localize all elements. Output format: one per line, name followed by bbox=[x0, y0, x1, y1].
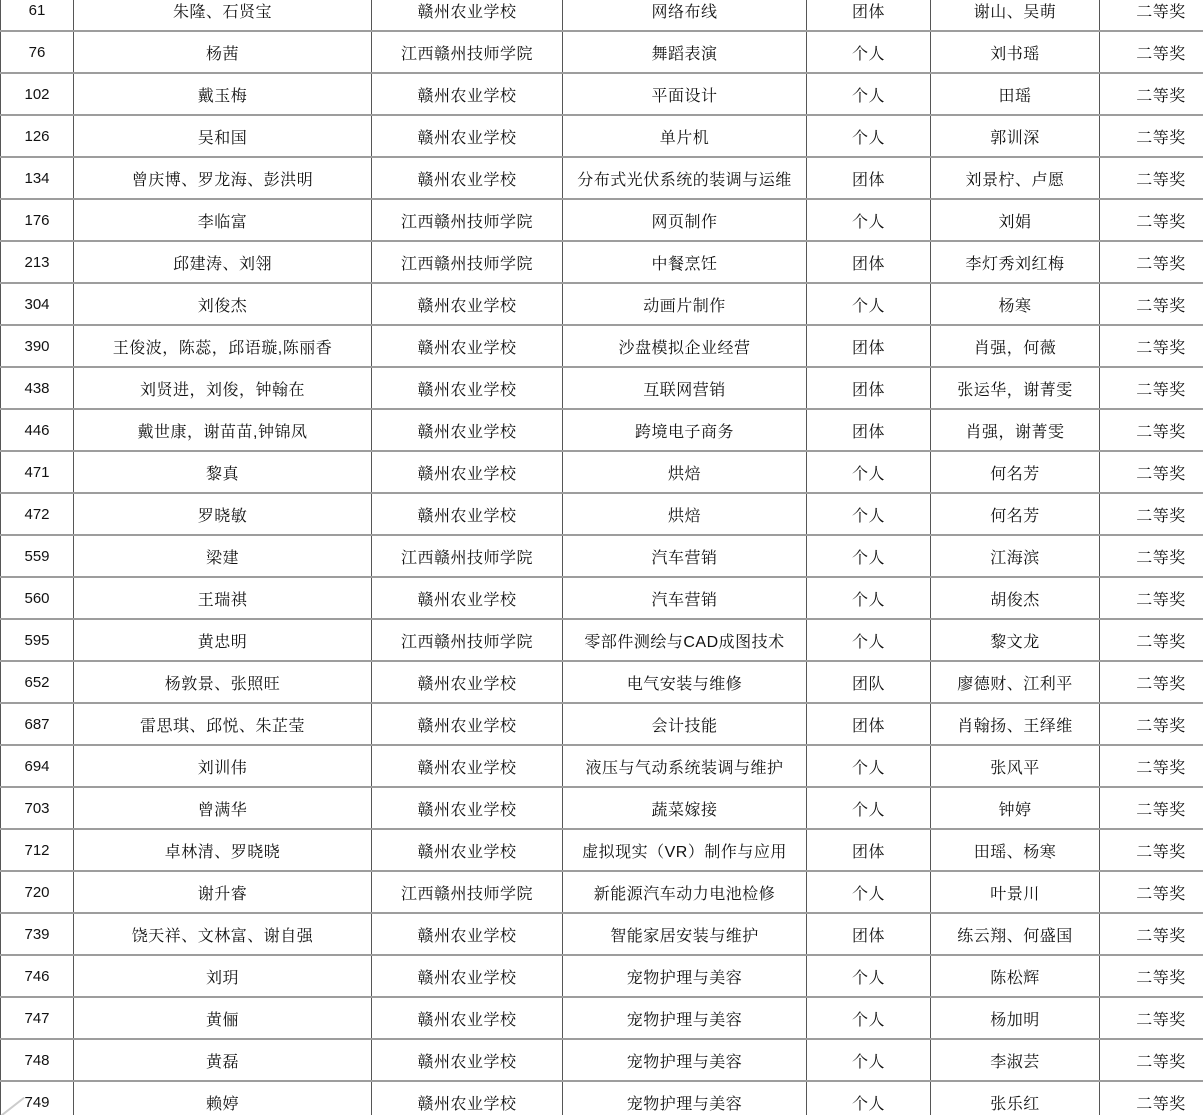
table-row bbox=[0, 620, 1203, 662]
cell-instructors: 谢山、吴萌 bbox=[931, 0, 1100, 30]
cell-contestants: 黎真 bbox=[74, 452, 372, 492]
cell-number: 560 bbox=[0, 578, 74, 618]
cell-school: 赣州农业学校 bbox=[372, 158, 563, 198]
cell-award: 二等奖 bbox=[1136, 759, 1186, 777]
cell-number: 471 bbox=[0, 452, 74, 492]
cell-contestants: 刘贤进，刘俊，钟翰在 bbox=[74, 368, 372, 408]
cell-number: 687 bbox=[0, 704, 74, 744]
cell-contestants: 杨茜 bbox=[74, 32, 372, 72]
cell-school: 江西赣州技师学院 bbox=[372, 872, 563, 912]
cell-award: 二等奖 bbox=[1136, 1053, 1186, 1071]
cell-number: 102 bbox=[0, 74, 74, 114]
cell-event: 会计技能 bbox=[563, 704, 807, 744]
table-row bbox=[0, 914, 1203, 956]
cell-contestants: 刘俊杰 bbox=[74, 284, 372, 324]
cell-contestants: 杨敦景、张照旺 bbox=[74, 662, 372, 702]
cell-event: 智能家居安装与维护 bbox=[563, 914, 807, 954]
table-row bbox=[0, 1082, 1203, 1115]
cell-instructors: 李灯秀刘红梅 bbox=[931, 242, 1100, 282]
cell-school: 江西赣州技师学院 bbox=[372, 200, 563, 240]
table-row bbox=[0, 998, 1203, 1040]
cell-instructors: 江海滨 bbox=[931, 536, 1100, 576]
cell-event: 零部件测绘与CAD成图技术 bbox=[563, 620, 807, 660]
cell-event: 液压与气动系统装调与维护 bbox=[563, 746, 807, 786]
cell-instructors: 刘书瑶 bbox=[931, 32, 1100, 72]
cell-school: 赣州农业学校 bbox=[372, 914, 563, 954]
cell-contestants: 吴和国 bbox=[74, 116, 372, 156]
cell-school: 江西赣州技师学院 bbox=[372, 242, 563, 282]
cell-award: 二等奖 bbox=[1136, 3, 1186, 21]
cell-contestants: 黄俪 bbox=[74, 998, 372, 1038]
cell-school: 赣州农业学校 bbox=[372, 0, 563, 30]
table-row bbox=[0, 158, 1203, 200]
cell-school: 赣州农业学校 bbox=[372, 746, 563, 786]
cell-number: 390 bbox=[0, 326, 74, 366]
cell-contestants: 戴玉梅 bbox=[74, 74, 372, 114]
cell-number: 748 bbox=[0, 1040, 74, 1080]
cell-contestants: 饶天祥、文林富、谢自强 bbox=[74, 914, 372, 954]
cell-number: 446 bbox=[0, 410, 74, 450]
cell-contestants: 雷思琪、邱悦、朱芷莹 bbox=[74, 704, 372, 744]
cell-award: 二等奖 bbox=[1136, 45, 1186, 63]
cell-school: 赣州农业学校 bbox=[372, 452, 563, 492]
cell-entry-type: 个人 bbox=[807, 1082, 931, 1115]
cell-number: 749 bbox=[0, 1082, 74, 1115]
cell-school: 赣州农业学校 bbox=[372, 662, 563, 702]
cell-school: 赣州农业学校 bbox=[372, 74, 563, 114]
cell-award: 二等奖 bbox=[1136, 885, 1186, 903]
cell-instructors: 肖翰扬、王绎维 bbox=[931, 704, 1100, 744]
cell-award: 二等奖 bbox=[1136, 969, 1186, 987]
cell-event: 中餐烹饪 bbox=[563, 242, 807, 282]
table-row bbox=[0, 410, 1203, 452]
cell-entry-type: 团体 bbox=[807, 0, 931, 30]
cell-event: 互联网营销 bbox=[563, 368, 807, 408]
cell-award: 二等奖 bbox=[1136, 87, 1186, 105]
cell-entry-type: 个人 bbox=[807, 578, 931, 618]
cell-school: 赣州农业学校 bbox=[372, 1082, 563, 1115]
cell-school: 赣州农业学校 bbox=[372, 410, 563, 450]
cell-contestants: 谢升睿 bbox=[74, 872, 372, 912]
cell-award: 二等奖 bbox=[1136, 381, 1186, 399]
cell-event: 蔬菜嫁接 bbox=[563, 788, 807, 828]
cell-contestants: 邱建涛、刘翎 bbox=[74, 242, 372, 282]
table-row bbox=[0, 242, 1203, 284]
cell-event: 跨境电子商务 bbox=[563, 410, 807, 450]
cell-contestants: 戴世康，谢苗苗,钟锦凤 bbox=[74, 410, 372, 450]
cell-instructors: 张风平 bbox=[931, 746, 1100, 786]
cell-school: 赣州农业学校 bbox=[372, 284, 563, 324]
cell-contestants: 黄磊 bbox=[74, 1040, 372, 1080]
cell-contestants: 刘训伟 bbox=[74, 746, 372, 786]
cell-instructors: 廖德财、江利平 bbox=[931, 662, 1100, 702]
cell-entry-type: 团体 bbox=[807, 158, 931, 198]
table-row bbox=[0, 788, 1203, 830]
cell-contestants: 曾满华 bbox=[74, 788, 372, 828]
cell-entry-type: 个人 bbox=[807, 620, 931, 660]
cell-number: 213 bbox=[0, 242, 74, 282]
cell-number: 176 bbox=[0, 200, 74, 240]
cell-entry-type: 团体 bbox=[807, 914, 931, 954]
table-row bbox=[0, 32, 1203, 74]
table-row bbox=[0, 578, 1203, 620]
table-row bbox=[0, 494, 1203, 536]
cell-award: 二等奖 bbox=[1136, 465, 1186, 483]
cell-school: 江西赣州技师学院 bbox=[372, 536, 563, 576]
cell-number: 747 bbox=[0, 998, 74, 1038]
cell-school: 赣州农业学校 bbox=[372, 788, 563, 828]
cell-event: 汽车营销 bbox=[563, 578, 807, 618]
cell-number: 703 bbox=[0, 788, 74, 828]
cell-instructors: 胡俊杰 bbox=[931, 578, 1100, 618]
cell-entry-type: 个人 bbox=[807, 200, 931, 240]
cell-entry-type: 个人 bbox=[807, 452, 931, 492]
cell-entry-type: 团体 bbox=[807, 242, 931, 282]
table-row bbox=[0, 704, 1203, 746]
cell-award: 二等奖 bbox=[1136, 1011, 1186, 1029]
cell-number: 559 bbox=[0, 536, 74, 576]
cell-event: 宠物护理与美容 bbox=[563, 1040, 807, 1080]
cell-number: 304 bbox=[0, 284, 74, 324]
cell-award: 二等奖 bbox=[1136, 843, 1186, 861]
cell-contestants: 王瑞祺 bbox=[74, 578, 372, 618]
cell-entry-type: 个人 bbox=[807, 788, 931, 828]
cell-number: 438 bbox=[0, 368, 74, 408]
cell-instructors: 张运华，谢菁雯 bbox=[931, 368, 1100, 408]
cell-event: 动画片制作 bbox=[563, 284, 807, 324]
cell-contestants: 罗晓敏 bbox=[74, 494, 372, 534]
cell-award: 二等奖 bbox=[1136, 171, 1186, 189]
cell-entry-type: 个人 bbox=[807, 872, 931, 912]
cell-event: 网页制作 bbox=[563, 200, 807, 240]
cell-event: 宠物护理与美容 bbox=[563, 1082, 807, 1115]
cell-instructors: 刘娟 bbox=[931, 200, 1100, 240]
cell-school: 赣州农业学校 bbox=[372, 998, 563, 1038]
cell-event: 新能源汽车动力电池检修 bbox=[563, 872, 807, 912]
cell-school: 赣州农业学校 bbox=[372, 578, 563, 618]
cell-event: 烘焙 bbox=[563, 494, 807, 534]
cell-entry-type: 个人 bbox=[807, 956, 931, 996]
table-row bbox=[0, 872, 1203, 914]
cell-event: 烘焙 bbox=[563, 452, 807, 492]
cell-number: 739 bbox=[0, 914, 74, 954]
cell-contestants: 赖婷 bbox=[74, 1082, 372, 1115]
cell-school: 赣州农业学校 bbox=[372, 116, 563, 156]
cell-instructors: 肖强，何薇 bbox=[931, 326, 1100, 366]
cell-school: 赣州农业学校 bbox=[372, 704, 563, 744]
table-row bbox=[0, 200, 1203, 242]
cell-award: 二等奖 bbox=[1136, 675, 1186, 693]
table-row bbox=[0, 746, 1203, 788]
cell-contestants: 黄忠明 bbox=[74, 620, 372, 660]
cell-instructors: 何名芳 bbox=[931, 494, 1100, 534]
cell-entry-type: 个人 bbox=[807, 116, 931, 156]
cell-event: 单片机 bbox=[563, 116, 807, 156]
cell-school: 赣州农业学校 bbox=[372, 1040, 563, 1080]
cell-number: 126 bbox=[0, 116, 74, 156]
cell-entry-type: 个人 bbox=[807, 494, 931, 534]
cell-instructors: 张乐红 bbox=[931, 1082, 1100, 1115]
table-row bbox=[0, 368, 1203, 410]
cell-award: 二等奖 bbox=[1136, 549, 1186, 567]
cell-school: 赣州农业学校 bbox=[372, 368, 563, 408]
table-row bbox=[0, 830, 1203, 872]
cell-award: 二等奖 bbox=[1136, 591, 1186, 609]
cell-entry-type: 个人 bbox=[807, 32, 931, 72]
cell-instructors: 肖强，谢菁雯 bbox=[931, 410, 1100, 450]
cell-instructors: 刘景柠、卢愿 bbox=[931, 158, 1100, 198]
cell-instructors: 田瑶 bbox=[931, 74, 1100, 114]
cell-event: 网络布线 bbox=[563, 0, 807, 30]
cell-contestants: 刘玥 bbox=[74, 956, 372, 996]
cell-award: 二等奖 bbox=[1136, 717, 1186, 735]
cell-award: 二等奖 bbox=[1136, 255, 1186, 273]
cell-number: 595 bbox=[0, 620, 74, 660]
cell-instructors: 何名芳 bbox=[931, 452, 1100, 492]
cell-instructors: 杨寒 bbox=[931, 284, 1100, 324]
table-row bbox=[0, 956, 1203, 998]
cell-entry-type: 个人 bbox=[807, 284, 931, 324]
cell-entry-type: 团体 bbox=[807, 830, 931, 870]
cell-instructors: 钟婷 bbox=[931, 788, 1100, 828]
cell-number: 746 bbox=[0, 956, 74, 996]
cell-instructors: 田瑶、杨寒 bbox=[931, 830, 1100, 870]
cell-award: 二等奖 bbox=[1136, 1095, 1186, 1113]
cell-number: 712 bbox=[0, 830, 74, 870]
cell-school: 赣州农业学校 bbox=[372, 494, 563, 534]
table-row bbox=[0, 1040, 1203, 1082]
cell-number: 134 bbox=[0, 158, 74, 198]
cell-number: 720 bbox=[0, 872, 74, 912]
cell-entry-type: 团体 bbox=[807, 410, 931, 450]
cell-award: 二等奖 bbox=[1136, 633, 1186, 651]
cell-number: 694 bbox=[0, 746, 74, 786]
cell-event: 电气安装与维修 bbox=[563, 662, 807, 702]
cell-event: 虚拟现实（VR）制作与应用 bbox=[563, 830, 807, 870]
table-row bbox=[0, 116, 1203, 158]
cell-award: 二等奖 bbox=[1136, 213, 1186, 231]
cell-number: 76 bbox=[0, 32, 74, 72]
cell-contestants: 李临富 bbox=[74, 200, 372, 240]
cell-event: 汽车营销 bbox=[563, 536, 807, 576]
table-row bbox=[0, 452, 1203, 494]
cell-award: 二等奖 bbox=[1136, 129, 1186, 147]
cell-event: 沙盘模拟企业经营 bbox=[563, 326, 807, 366]
cell-entry-type: 团队 bbox=[807, 662, 931, 702]
cell-entry-type: 个人 bbox=[807, 746, 931, 786]
cell-contestants: 曾庆博、罗龙海、彭洪明 bbox=[74, 158, 372, 198]
cell-school: 赣州农业学校 bbox=[372, 956, 563, 996]
cell-event: 舞蹈表演 bbox=[563, 32, 807, 72]
cell-school: 江西赣州技师学院 bbox=[372, 32, 563, 72]
cell-entry-type: 个人 bbox=[807, 74, 931, 114]
cell-contestants: 卓林清、罗晓晓 bbox=[74, 830, 372, 870]
cell-number: 652 bbox=[0, 662, 74, 702]
cell-entry-type: 团体 bbox=[807, 704, 931, 744]
cell-entry-type: 个人 bbox=[807, 1040, 931, 1080]
cell-school: 赣州农业学校 bbox=[372, 326, 563, 366]
cell-event: 宠物护理与美容 bbox=[563, 956, 807, 996]
cell-entry-type: 团体 bbox=[807, 368, 931, 408]
cell-instructors: 叶景川 bbox=[931, 872, 1100, 912]
cell-instructors: 李淑芸 bbox=[931, 1040, 1100, 1080]
cell-award: 二等奖 bbox=[1136, 297, 1186, 315]
cell-entry-type: 个人 bbox=[807, 536, 931, 576]
cell-number: 61 bbox=[0, 0, 74, 30]
cell-number: 472 bbox=[0, 494, 74, 534]
cell-school: 江西赣州技师学院 bbox=[372, 620, 563, 660]
cell-award: 二等奖 bbox=[1136, 801, 1186, 819]
cell-award: 二等奖 bbox=[1136, 423, 1186, 441]
table-row bbox=[0, 536, 1203, 578]
cell-instructors: 练云翔、何盛国 bbox=[931, 914, 1100, 954]
cell-instructors: 陈松辉 bbox=[931, 956, 1100, 996]
table-row bbox=[0, 326, 1203, 368]
table-row bbox=[0, 284, 1203, 326]
cell-contestants: 王俊波，陈蕊，邱语璇,陈丽香 bbox=[74, 326, 372, 366]
cell-school: 赣州农业学校 bbox=[372, 830, 563, 870]
cell-entry-type: 团体 bbox=[807, 326, 931, 366]
cell-instructors: 黎文龙 bbox=[931, 620, 1100, 660]
cell-award: 二等奖 bbox=[1136, 507, 1186, 525]
cell-instructors: 郭训深 bbox=[931, 116, 1100, 156]
cell-event: 平面设计 bbox=[563, 74, 807, 114]
cell-award: 二等奖 bbox=[1136, 927, 1186, 945]
table-row bbox=[0, 0, 1203, 32]
cell-award: 二等奖 bbox=[1136, 339, 1186, 357]
cell-instructors: 杨加明 bbox=[931, 998, 1100, 1038]
cell-event: 分布式光伏系统的装调与运维 bbox=[563, 158, 807, 198]
cell-contestants: 朱隆、石贤宝 bbox=[74, 0, 372, 30]
cell-contestants: 梁建 bbox=[74, 536, 372, 576]
cell-entry-type: 个人 bbox=[807, 998, 931, 1038]
cell-event: 宠物护理与美容 bbox=[563, 998, 807, 1038]
table-row bbox=[0, 74, 1203, 116]
table-row bbox=[0, 662, 1203, 704]
